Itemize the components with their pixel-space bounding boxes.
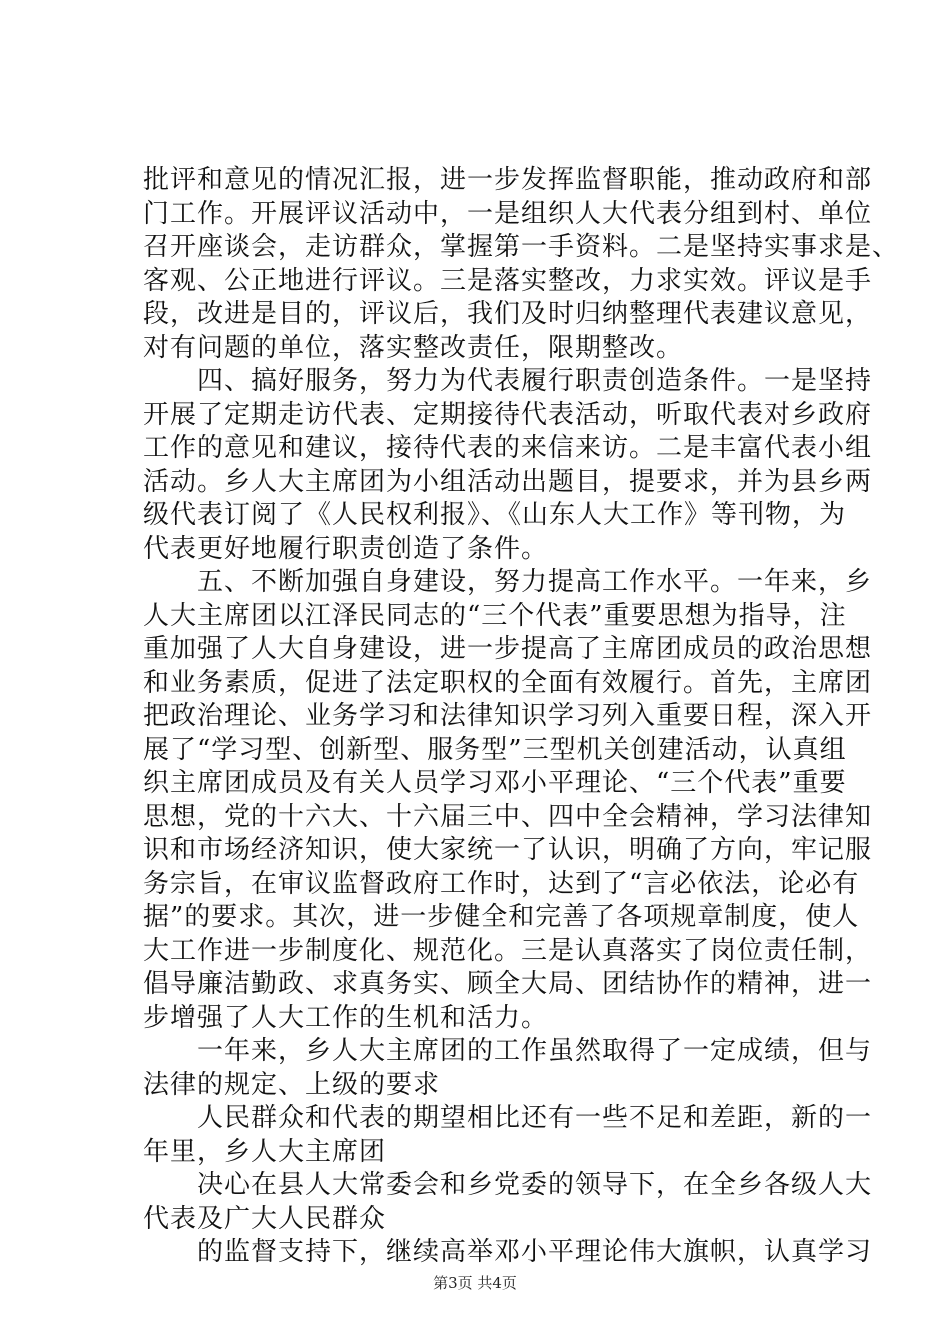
body-text xyxy=(143,164,900,1270)
page-footer: 第3页 共4页 xyxy=(433,1274,517,1292)
text-line: 织主席团成员及有关人员学习邓小平理论、“三个代表”重要 xyxy=(143,768,847,798)
text-line: 和业务素质，促进了法定职权的全面有效履行。首先，主席团 xyxy=(143,667,873,698)
text-line: 段，改进是目的，评议后，我们及时归纳整理代表建议意见， xyxy=(143,299,873,329)
text-line: 务宗旨，在审议监督政府工作时，达到了“言必依法，论必有 xyxy=(143,868,860,899)
text-line: 召开座谈会，走访群众，掌握第一手资料。二是坚持实事求是、 xyxy=(143,232,900,262)
text-line: 工作的意见和建议，接待代表的来信来访。二是丰富代表小组 xyxy=(143,433,873,463)
text-line: 五、不断加强自身建设，努力提高工作水平。一年来，乡 xyxy=(143,567,873,597)
text-line: 年里，乡人大主席团 xyxy=(143,1136,387,1167)
text-line: 对有问题的单位，落实整改责任，限期整改。 xyxy=(143,332,684,363)
text-line: 的监督支持下，继续高举邓小平理论伟大旗帜，认真学习 xyxy=(143,1237,873,1267)
text-line: 据”的要求。其次，进一步健全和完善了各项规章制度，使人 xyxy=(143,902,860,932)
text-line: 大工作进一步制度化、规范化。三是认真落实了岗位责任制， xyxy=(143,935,873,966)
text-line: 决心在县人大常委会和乡党委的领导下，在全乡各级人大 xyxy=(143,1170,873,1200)
text-line: 倡导廉洁勤政、求真务实、顾全大局、团结协作的精神，进一 xyxy=(143,969,873,999)
text-line: 活动。乡人大主席团为小组活动出题目，提要求，并为县乡两 xyxy=(143,466,873,497)
text-line: 人民群众和代表的期望相比还有一些不足和差距，新的一 xyxy=(143,1103,873,1133)
text-line: 批评和意见的情况汇报，进一步发挥监督职能，推动政府和部 xyxy=(143,165,873,195)
text-line: 展了“学习型、创新型、服务型”三型机关创建活动，认真组 xyxy=(143,734,847,765)
text-line: 把政治理论、业务学习和法律知识学习列入重要日程，深入开 xyxy=(143,701,873,731)
text-line: 代表及广大人民群众 xyxy=(143,1203,387,1234)
text-line: 客观、公正地进行评议。三是落实整改，力求实效。评议是手 xyxy=(143,265,873,296)
text-line: 级代表订阅了《人民权利报》、《山东人大工作》等刊物，为 xyxy=(143,500,847,530)
text-line: 四、搞好服务，努力为代表履行职责创造条件。一是坚持 xyxy=(143,366,873,396)
text-line: 人大主席团以江泽民同志的“三个代表”重要思想为指导，注 xyxy=(143,600,847,631)
text-line: 法律的规定、上级的要求 xyxy=(143,1069,441,1100)
text-line: 门工作。开展评议活动中，一是组织人大代表分组到村、单位 xyxy=(143,198,873,229)
text-line: 步增强了人大工作的生机和活力。 xyxy=(143,1002,549,1033)
text-line: 一年来，乡人大主席团的工作虽然取得了一定成绩，但与 xyxy=(143,1036,873,1066)
text-line: 开展了定期走访代表、定期接待代表活动，听取代表对乡政府 xyxy=(143,399,873,430)
text-line: 思想，党的十六大、十六届三中、四中全会精神，学习法律知 xyxy=(143,801,873,832)
text-line: 代表更好地履行职责创造了条件。 xyxy=(143,533,549,564)
text-line: 重加强了人大自身建设，进一步提高了主席团成员的政治思想 xyxy=(143,634,873,664)
text-line: 识和市场经济知识，使大家统一了认识，明确了方向，牢记服 xyxy=(143,835,873,865)
